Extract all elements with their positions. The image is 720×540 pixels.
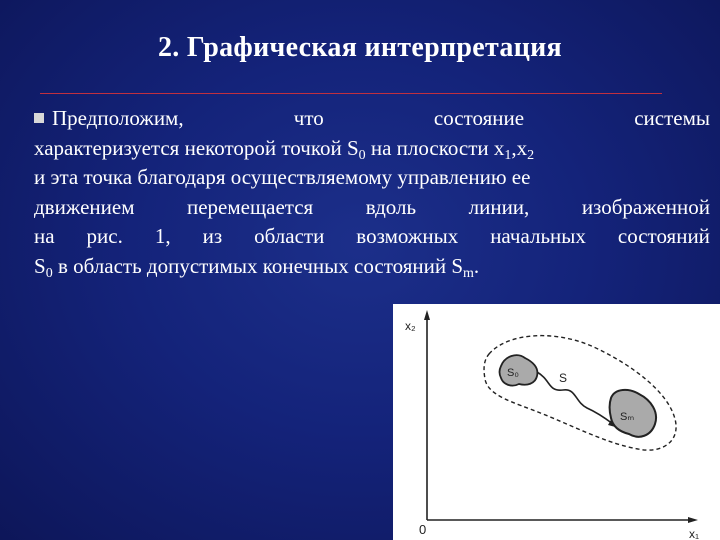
trajectory-label: S xyxy=(559,371,568,385)
trajectory-line xyxy=(537,372,613,424)
word: Предположим, xyxy=(52,106,184,130)
word: 1, xyxy=(154,224,171,248)
paragraph-line-5 xyxy=(34,222,710,252)
word: рис. xyxy=(86,224,123,248)
paragraph-line-1 xyxy=(34,104,710,134)
word: что xyxy=(293,106,324,130)
word: изображенной xyxy=(581,194,710,219)
paragraph-line-2 xyxy=(34,134,710,164)
word: перемещается xyxy=(187,194,314,219)
subscript: 0 xyxy=(358,147,366,163)
subscript: m xyxy=(463,265,474,281)
origin-label: 0 xyxy=(419,522,427,537)
paragraph-line-4 xyxy=(34,193,710,223)
square-bullet-icon xyxy=(34,113,44,123)
word: вдоль xyxy=(365,194,417,219)
word: из xyxy=(202,224,223,248)
title-divider xyxy=(40,93,662,94)
text-run: . xyxy=(473,253,480,278)
subscript: 1 xyxy=(504,147,512,163)
word: возможных xyxy=(356,224,459,248)
end-region-label: Sₘ xyxy=(620,411,635,423)
text-run: ,х xyxy=(511,135,528,160)
word: состояний xyxy=(617,224,710,248)
text-run: на плоскости х xyxy=(365,135,505,160)
paragraph-line-3: и эта точка благодаря осуществляемому управлению ее xyxy=(34,165,531,189)
start-region-label: S₀ xyxy=(507,367,519,379)
text-run: в область допустимых конечных состояний S xyxy=(52,253,463,278)
subscript: 0 xyxy=(45,265,53,281)
word: движением xyxy=(34,194,135,219)
word: состояние xyxy=(433,106,525,130)
paragraph-line-6 xyxy=(34,252,710,282)
text-run: характеризуется некоторой точкой S xyxy=(34,135,359,160)
y-axis-label: x₂ xyxy=(405,319,416,333)
word: области xyxy=(254,224,325,248)
body-paragraph xyxy=(34,104,710,281)
slide-title: 2. Графическая интерпретация xyxy=(157,32,563,63)
word: на xyxy=(34,224,55,248)
state-space-figure xyxy=(393,304,720,540)
word: системы xyxy=(634,106,710,130)
word: линии, xyxy=(468,194,530,219)
text-run: S xyxy=(34,253,46,278)
y-axis-arrow-icon xyxy=(424,310,430,320)
subscript: 2 xyxy=(527,147,535,163)
word: начальных xyxy=(490,224,586,248)
word-with-bullet xyxy=(34,104,184,134)
x-axis-arrow-icon xyxy=(688,517,698,523)
x-axis-label: x₁ xyxy=(689,527,700,540)
figure-drawing xyxy=(393,304,720,540)
